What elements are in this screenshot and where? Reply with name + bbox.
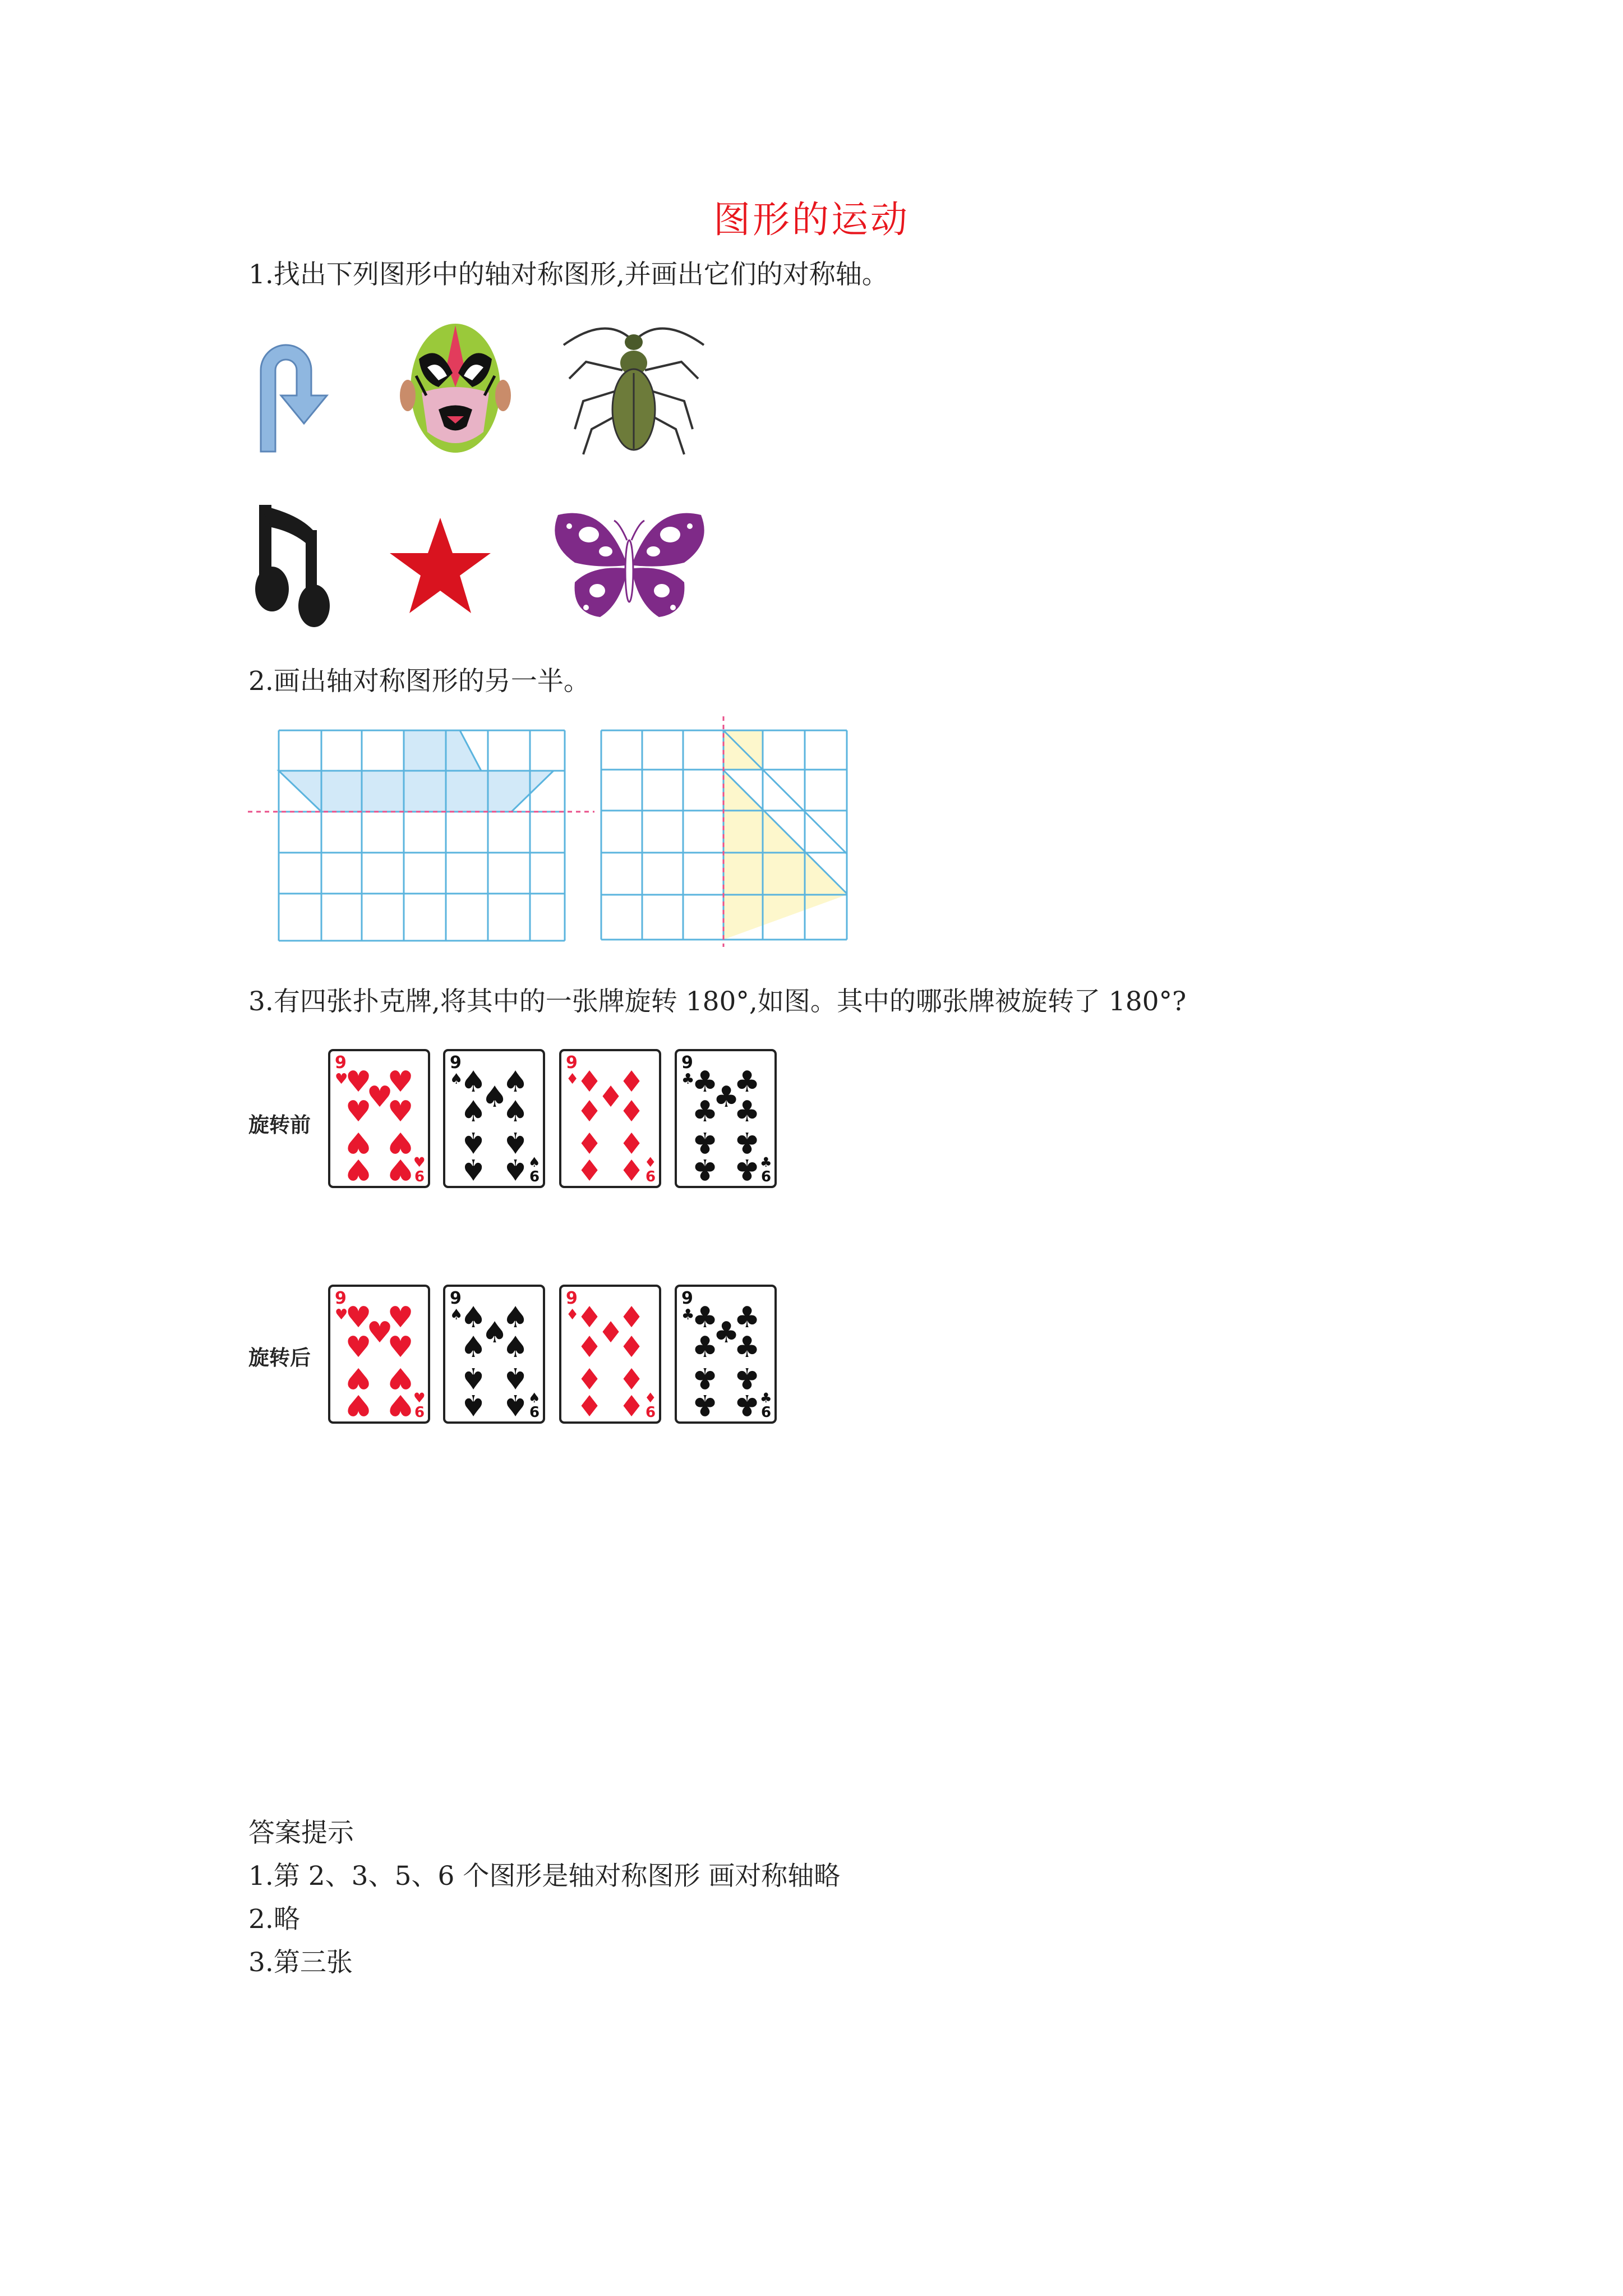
card-pip-spade-icon: ♠ (502, 1301, 529, 1335)
card-pip-diamond-icon: ♦ (618, 1361, 645, 1395)
card-heart-after (328, 1285, 430, 1424)
card-pip-club-icon: ♣ (691, 1095, 718, 1129)
card-pip-heart-icon: ♥ (345, 1152, 372, 1186)
card-suit-top-icon: ♥ (335, 1071, 348, 1088)
card-spade-after (443, 1285, 545, 1424)
card-pip-club-icon: ♣ (734, 1095, 760, 1129)
card-pip-club-icon: ♣ (713, 1080, 740, 1114)
card-pip-spade-icon: ♠ (460, 1152, 487, 1186)
card-pip-spade-icon: ♠ (460, 1125, 487, 1159)
card-pip-spade-icon: ♠ (481, 1316, 508, 1350)
card-pip-club-icon: ♣ (734, 1065, 760, 1099)
card-diamond-after-face (561, 1287, 659, 1421)
card-suit-bottom-icon: ♠ (528, 1154, 541, 1170)
card-pip-diamond-icon: ♦ (576, 1152, 603, 1186)
card-rank-top: 9 (450, 1289, 462, 1308)
grid-boat-figure (247, 729, 597, 942)
card-pip-heart-icon: ♥ (387, 1388, 414, 1421)
card-rank-bottom: 6 (529, 1404, 540, 1421)
card-suit-bottom-icon: ♠ (528, 1390, 541, 1406)
card-pip-diamond-icon: ♦ (597, 1316, 624, 1350)
card-pip-spade-icon: ♠ (502, 1065, 529, 1099)
card-pip-spade-icon: ♠ (502, 1361, 529, 1395)
card-rank-bottom: 6 (761, 1404, 772, 1421)
card-rank-top: 9 (335, 1289, 347, 1308)
card-pip-diamond-icon: ♦ (576, 1388, 603, 1421)
card-pip-heart-icon: ♥ (345, 1301, 372, 1335)
card-pip-spade-icon: ♠ (502, 1331, 529, 1364)
card-pip-club-icon: ♣ (691, 1125, 718, 1159)
card-pip-diamond-icon: ♦ (576, 1095, 603, 1129)
card-pip-heart-icon: ♥ (345, 1361, 372, 1395)
after-rotation-label: 旋转后 (248, 1346, 311, 1370)
card-pip-club-icon: ♣ (691, 1331, 718, 1364)
card-pip-club-icon: ♣ (713, 1316, 740, 1350)
card-heart-before (328, 1049, 430, 1188)
card-club-before (675, 1049, 777, 1188)
card-rank-top: 9 (335, 1053, 347, 1073)
card-pip-heart-icon: ♥ (345, 1095, 372, 1129)
card-spade-before (443, 1049, 545, 1188)
card-suit-bottom-icon: ♥ (413, 1390, 426, 1406)
card-pip-heart-icon: ♥ (387, 1361, 414, 1395)
card-pip-heart-icon: ♥ (345, 1331, 372, 1364)
card-suit-top-icon: ♦ (566, 1071, 579, 1088)
card-pip-club-icon: ♣ (691, 1388, 718, 1421)
card-rank-top: 9 (566, 1289, 578, 1308)
card-suit-bottom-icon: ♥ (413, 1154, 426, 1170)
card-rank-bottom: 6 (645, 1168, 656, 1185)
card-pip-heart-icon: ♥ (387, 1065, 414, 1099)
card-spade-after-face (445, 1287, 543, 1421)
card-pip-club-icon: ♣ (691, 1301, 718, 1335)
card-pip-diamond-icon: ♦ (618, 1152, 645, 1186)
card-pip-club-icon: ♣ (691, 1361, 718, 1395)
card-pip-spade-icon: ♠ (460, 1361, 487, 1395)
card-pip-diamond-icon: ♦ (576, 1331, 603, 1364)
card-pip-heart-icon: ♥ (387, 1125, 414, 1159)
card-rank-top: 9 (450, 1053, 462, 1073)
card-rank-bottom: 6 (414, 1168, 425, 1185)
card-diamond-before-face (561, 1051, 659, 1186)
card-pip-heart-icon: ♥ (366, 1316, 393, 1350)
card-rank-bottom: 6 (761, 1168, 772, 1185)
card-pip-spade-icon: ♠ (502, 1388, 529, 1421)
beetle-icon (552, 317, 715, 457)
card-rank-bottom: 6 (645, 1404, 656, 1421)
card-pip-spade-icon: ♠ (460, 1331, 487, 1364)
card-pip-diamond-icon: ♦ (618, 1388, 645, 1421)
card-pip-diamond-icon: ♦ (576, 1065, 603, 1099)
card-pip-heart-icon: ♥ (366, 1080, 393, 1114)
card-pip-heart-icon: ♥ (387, 1331, 414, 1364)
card-diamond-before (559, 1049, 661, 1188)
card-suit-bottom-icon: ♣ (760, 1154, 772, 1170)
card-club-after (675, 1285, 777, 1424)
card-pip-heart-icon: ♥ (387, 1095, 414, 1129)
card-rank-bottom: 6 (414, 1404, 425, 1421)
card-pip-spade-icon: ♠ (460, 1065, 487, 1099)
card-pip-diamond-icon: ♦ (618, 1331, 645, 1364)
card-pip-club-icon: ♣ (691, 1065, 718, 1099)
card-pip-spade-icon: ♠ (460, 1301, 487, 1335)
card-rank-bottom: 6 (529, 1168, 540, 1185)
card-pip-spade-icon: ♠ (460, 1095, 487, 1129)
card-pip-club-icon: ♣ (734, 1388, 760, 1421)
question-3-text: 3.有四张扑克牌,将其中的一张牌旋转 180°,如图。其中的哪张牌被旋转了 180°? (248, 986, 1187, 1017)
card-suit-bottom-icon: ♣ (760, 1390, 772, 1406)
card-pip-diamond-icon: ♦ (618, 1301, 645, 1335)
before-rotation-label: 旋转前 (248, 1113, 311, 1137)
arrow-icon (255, 325, 345, 454)
card-pip-heart-icon: ♥ (387, 1152, 414, 1186)
card-pip-diamond-icon: ♦ (618, 1125, 645, 1159)
card-pip-club-icon: ♣ (734, 1152, 760, 1186)
card-pip-diamond-icon: ♦ (618, 1095, 645, 1129)
card-pip-club-icon: ♣ (734, 1331, 760, 1364)
star-icon (387, 515, 494, 616)
card-suit-bottom-icon: ♦ (644, 1154, 657, 1170)
question-1-text: 1.找出下列图形中的轴对称图形,并画出它们的对称轴。 (248, 259, 888, 290)
card-club-after-face (677, 1287, 774, 1421)
question-2-text: 2.画出轴对称图形的另一半。 (248, 666, 590, 697)
card-rank-top: 9 (566, 1053, 578, 1073)
music-note-icon (252, 502, 336, 628)
card-pip-diamond-icon: ♦ (576, 1361, 603, 1395)
card-pip-spade-icon: ♠ (502, 1125, 529, 1159)
card-pip-club-icon: ♣ (734, 1301, 760, 1335)
card-pip-heart-icon: ♥ (345, 1388, 372, 1421)
card-pip-spade-icon: ♠ (502, 1095, 529, 1129)
card-pip-spade-icon: ♠ (460, 1388, 487, 1421)
card-heart-after-face (330, 1287, 428, 1421)
card-club-before-face (677, 1051, 774, 1186)
card-pip-spade-icon: ♠ (502, 1152, 529, 1186)
opera-mask-icon (394, 320, 517, 460)
card-rank-top: 9 (681, 1053, 693, 1073)
card-pip-diamond-icon: ♦ (576, 1301, 603, 1335)
answer-1: 1.第 2、3、5、6 个图形是轴对称图形 画对称轴略 (248, 1861, 841, 1892)
card-suit-top-icon: ♠ (450, 1071, 463, 1088)
card-suit-top-icon: ♥ (335, 1306, 348, 1323)
answer-3: 3.第三张 (248, 1947, 353, 1978)
card-pip-club-icon: ♣ (734, 1361, 760, 1395)
card-rank-top: 9 (681, 1289, 693, 1308)
card-diamond-after (559, 1285, 661, 1424)
card-pip-club-icon: ♣ (691, 1152, 718, 1186)
butterfly-icon (547, 509, 712, 622)
card-pip-club-icon: ♣ (734, 1125, 760, 1159)
answer-heading: 答案提示 (248, 1818, 354, 1848)
card-suit-bottom-icon: ♦ (644, 1390, 657, 1406)
card-suit-top-icon: ♣ (681, 1306, 695, 1323)
card-pip-heart-icon: ♥ (387, 1301, 414, 1335)
card-suit-top-icon: ♦ (566, 1306, 579, 1323)
card-pip-diamond-icon: ♦ (618, 1065, 645, 1099)
card-pip-heart-icon: ♥ (345, 1065, 372, 1099)
card-pip-spade-icon: ♠ (481, 1080, 508, 1114)
card-suit-top-icon: ♣ (681, 1071, 695, 1088)
grid-triangle-figure (600, 715, 852, 948)
card-pip-heart-icon: ♥ (345, 1125, 372, 1159)
page-title: 图形的运动 (713, 198, 910, 241)
answer-2: 2.略 (248, 1904, 300, 1935)
card-pip-diamond-icon: ♦ (576, 1125, 603, 1159)
card-spade-before-face (445, 1051, 543, 1186)
card-heart-before-face (330, 1051, 428, 1186)
card-suit-top-icon: ♠ (450, 1306, 463, 1323)
card-pip-diamond-icon: ♦ (597, 1080, 624, 1114)
